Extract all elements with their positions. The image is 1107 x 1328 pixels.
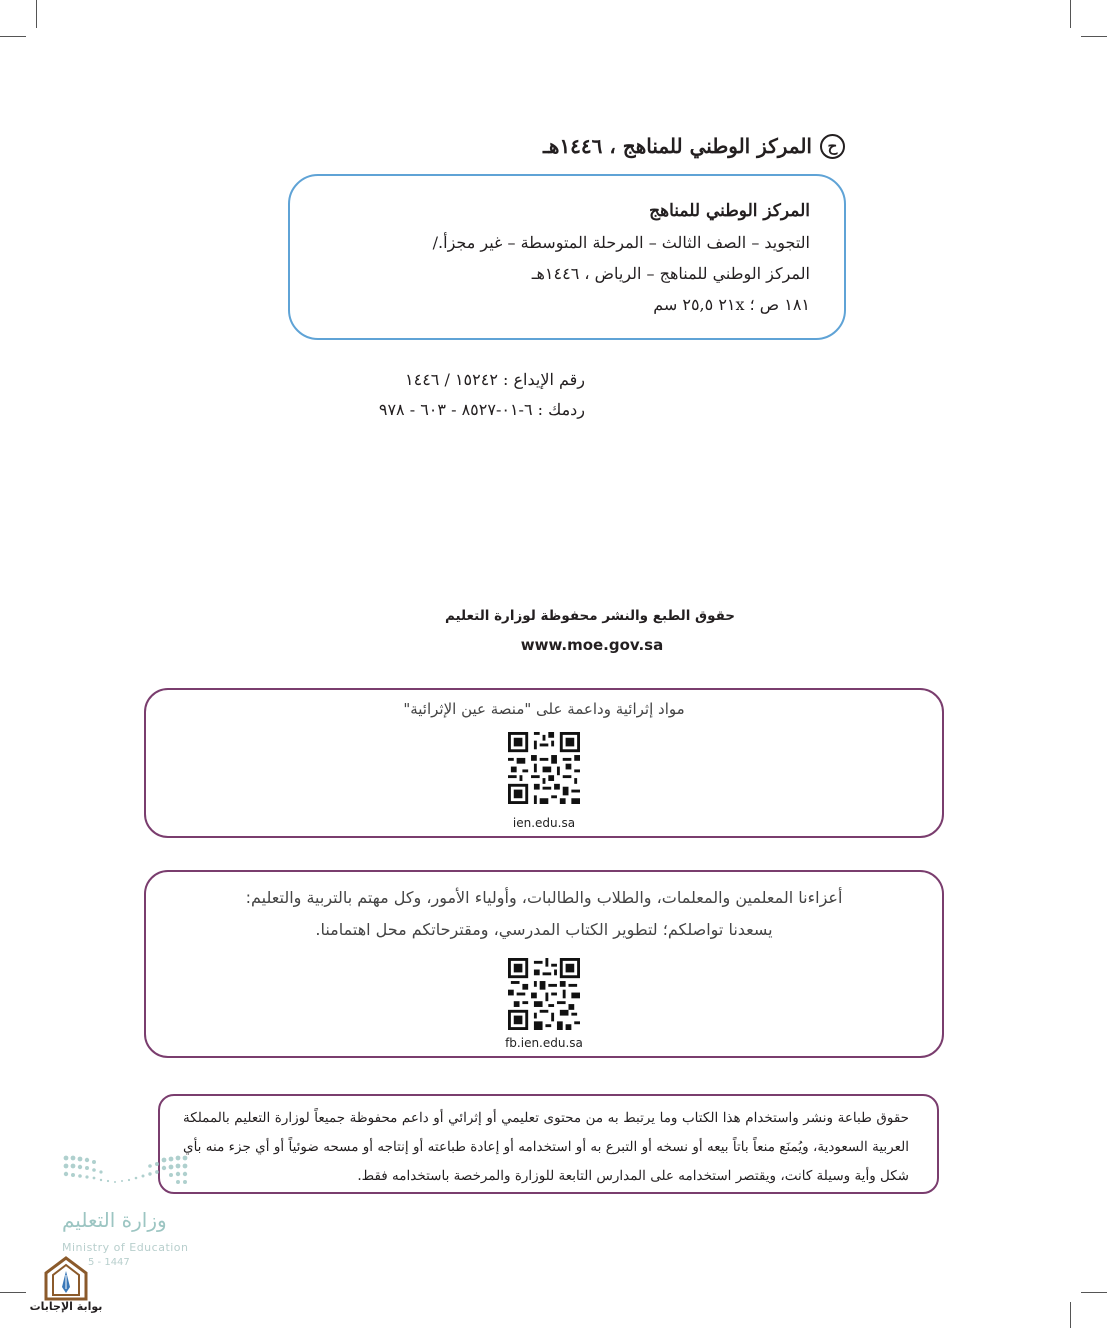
website-link[interactable]: www.moe.gov.sa: [520, 636, 664, 654]
crop-mark: [0, 36, 26, 37]
isbn: ردمك : ٦-٠١-٨٥٢٧ - ٦٠٣ - ٩٧٨: [378, 400, 585, 419]
feedback-line: أعزاءنا المعلمين والمعلمات، والطلاب والطالبات، وأولياء الأمور، وكل مهتم بالتربية والتعليم:: [245, 888, 843, 907]
qr-url: ien.edu.sa: [512, 816, 576, 830]
enrichment-box: [144, 688, 944, 838]
crop-mark: [1081, 1292, 1107, 1293]
portal-logo-icon: [40, 1255, 92, 1301]
catalog-title: المركز الوطني للمناهج: [649, 201, 810, 221]
crop-mark: [0, 1292, 26, 1293]
catalog-line: المركز الوطني للمناهج – الرياض ، ١٤٤٦هـ: [531, 264, 810, 283]
portal-name: بوابة الإجابات: [29, 1300, 103, 1313]
crop-mark: [1070, 0, 1071, 28]
copyright-line: [285, 128, 845, 164]
deposit-number: رقم الإيداع : ١٥٢٤٢ / ١٤٤٦: [405, 370, 585, 389]
feedback-box: [144, 870, 944, 1058]
ministry-year: 5 - 1447: [88, 1257, 130, 1268]
qr-code-icon[interactable]: [508, 958, 580, 1030]
catalog-line: ١٨١ ص ؛ ٢١x ٢٥,٥ سم: [653, 295, 810, 314]
ministry-name-arabic: وزارة التعليم: [62, 1208, 167, 1232]
deposit-info: [379, 365, 585, 425]
qr-url: fb.ien.edu.sa: [505, 1036, 583, 1050]
copyright-text: المركز الوطني للمناهج ، ١٤٤٦هـ: [543, 134, 812, 158]
catalog-line: التجويد – الصف الثالث – المرحلة المتوسطة – غير مجزأ./: [432, 233, 810, 252]
legal-text: حقوق طباعة ونشر واستخدام هذا الكتاب وما يرتبط به من محتوى تعليمي أو إثرائي أو داعم محفوظة جميعاً لوزارة التعليم بالمملكة العربية السعودية، ويُمنَع منعاً باتاً بيعه أو نسخه أو التبرع به أو استخدامه أو إعادة طباعته أو إنتاجه أو مسحه ضوئياً أو أي جزء منه بأي شكل وأية وسيلة كانت، ويقتصر استخدامه على المدارس التابعة للوزارة والمرخصة باستخدامه فقط.: [183, 1110, 909, 1184]
rights-notice: حقوق الطبع والنشر محفوظة لوزارة التعليم: [444, 608, 736, 624]
qr-code-icon[interactable]: [508, 732, 580, 804]
legal-notice-box: [158, 1094, 939, 1194]
copyright-symbol: ح: [820, 134, 845, 159]
ministry-logo-icon: [58, 1150, 208, 1210]
crop-mark: [36, 0, 37, 28]
cataloging-box: [288, 174, 846, 340]
crop-mark: [1070, 1302, 1071, 1328]
enrichment-title: مواد إثرائية وداعمة على "منصة عين الإثرائية": [403, 700, 685, 718]
ministry-name-english: Ministry of Education: [62, 1241, 189, 1254]
crop-mark: [1081, 36, 1107, 37]
feedback-line: يسعدنا تواصلكم؛ لتطوير الكتاب المدرسي، ومقترحاتكم محل اهتمامنا.: [315, 920, 773, 939]
